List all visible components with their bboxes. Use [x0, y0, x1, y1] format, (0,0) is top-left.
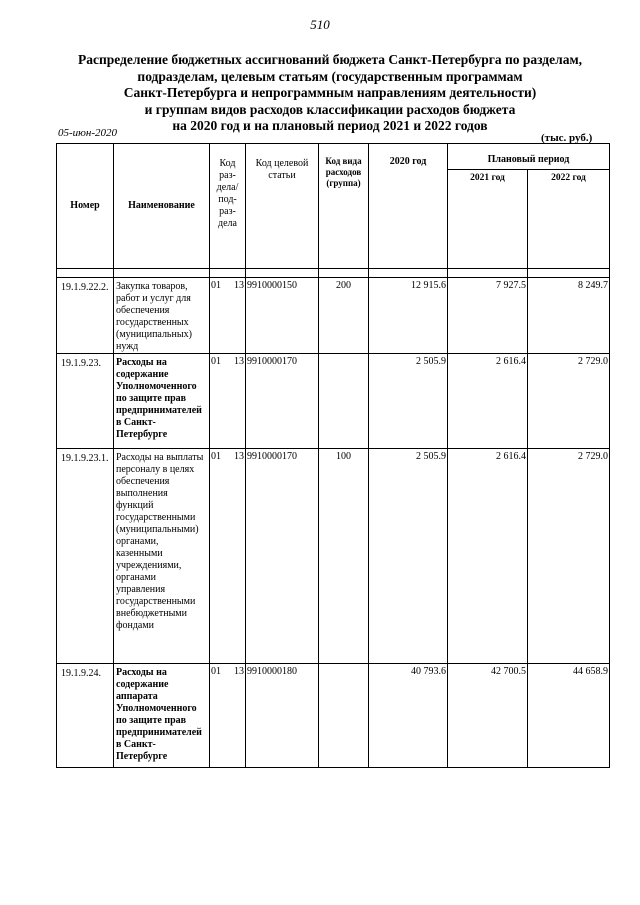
header-section-code: Код раз-дела/ под-раз-дела — [210, 144, 246, 269]
cell-2020: 12 915.6 — [369, 278, 448, 354]
cell-expense: 200 — [319, 278, 369, 354]
budget-table — [56, 143, 610, 768]
cell-expense — [319, 354, 369, 449]
header-planned-period: Плановый период — [448, 144, 610, 170]
document-title — [60, 52, 600, 135]
header-2021: 2021 год — [448, 170, 528, 269]
header-2022: 2022 год — [528, 170, 610, 269]
cell-expense — [319, 664, 369, 768]
table-row — [57, 354, 610, 449]
cell-section: 01 — [210, 278, 226, 354]
cell-2020: 40 793.6 — [369, 664, 448, 768]
cell-2021: 2 616.4 — [448, 354, 528, 449]
cell-2022: 8 249.7 — [528, 278, 610, 354]
cell-2021: 7 927.5 — [448, 278, 528, 354]
cell-2021: 42 700.5 — [448, 664, 528, 768]
page-number: 510 — [310, 17, 330, 32]
cell-expense: 100 — [319, 449, 369, 664]
cell-section: 01 — [210, 664, 226, 768]
cell-subsection: 13 — [226, 664, 246, 768]
title-line-2: подразделам, целевым статьям (государственным программам — [137, 68, 523, 84]
cell-number: 19.1.9.24. — [57, 664, 114, 768]
cell-number: 19.1.9.22.2. — [57, 278, 114, 354]
table-row — [57, 278, 610, 354]
spacer-row — [57, 269, 610, 278]
cell-name: Расходы на содержание аппарата Уполномоченного по защите прав предпринимателей в Санкт-Петербурге — [114, 664, 210, 768]
document-date: 05-июн-2020 — [58, 127, 118, 139]
header-expense-code: Код вида расходов (группа) — [319, 144, 369, 269]
cell-subsection: 13 — [226, 354, 246, 449]
cell-name: Закупка товаров, работ и услуг для обеспечения государственных (муниципальных) нужд — [114, 278, 210, 354]
table-row — [57, 664, 610, 768]
units-label: (тыс. руб.) — [541, 132, 593, 144]
title-line-3: Санкт-Петербурга и непрограммным направлениям деятельности) — [123, 85, 537, 100]
cell-name: Расходы на содержание Уполномоченного по защите прав предпринимателей в Санкт-Петербурге — [114, 354, 210, 449]
header-number: Номер — [57, 144, 114, 269]
table-row — [57, 449, 610, 664]
header-article-code: Код целевой статьи — [246, 144, 319, 269]
cell-article: 9910000170 — [246, 449, 319, 664]
cell-number: 19.1.9.23.1. — [57, 449, 114, 664]
cell-2021: 2 616.4 — [448, 449, 528, 664]
cell-2020: 2 505.9 — [369, 354, 448, 449]
cell-article: 9910000150 — [246, 278, 319, 354]
cell-article: 9910000180 — [246, 664, 319, 768]
cell-2022: 44 658.9 — [528, 664, 610, 768]
cell-section: 01 — [210, 449, 226, 664]
cell-2022: 2 729.0 — [528, 449, 610, 664]
cell-subsection: 13 — [226, 449, 246, 664]
title-line-4: и группам видов расходов классификации расходов бюджета — [144, 101, 516, 117]
header-2020: 2020 год — [369, 144, 448, 269]
header-name: Наименование — [114, 144, 210, 269]
title-line-1: Распределение бюджетных ассигнований бюджета Санкт-Петербурга по разделам, — [77, 52, 583, 67]
cell-number: 19.1.9.23. — [57, 354, 114, 449]
cell-section: 01 — [210, 354, 226, 449]
cell-2022: 2 729.0 — [528, 354, 610, 449]
title-line-5: на 2020 год и на плановый период 2021 и 2022 годов — [172, 118, 488, 133]
cell-name: Расходы на выплаты персоналу в целях обеспечения выполнения функций государственными (муниципальными) органами, казенными учреждениями, органами управления государственными внебюджетными фондами — [114, 449, 210, 664]
cell-article: 9910000170 — [246, 354, 319, 449]
cell-2020: 2 505.9 — [369, 449, 448, 664]
cell-subsection: 13 — [226, 278, 246, 354]
